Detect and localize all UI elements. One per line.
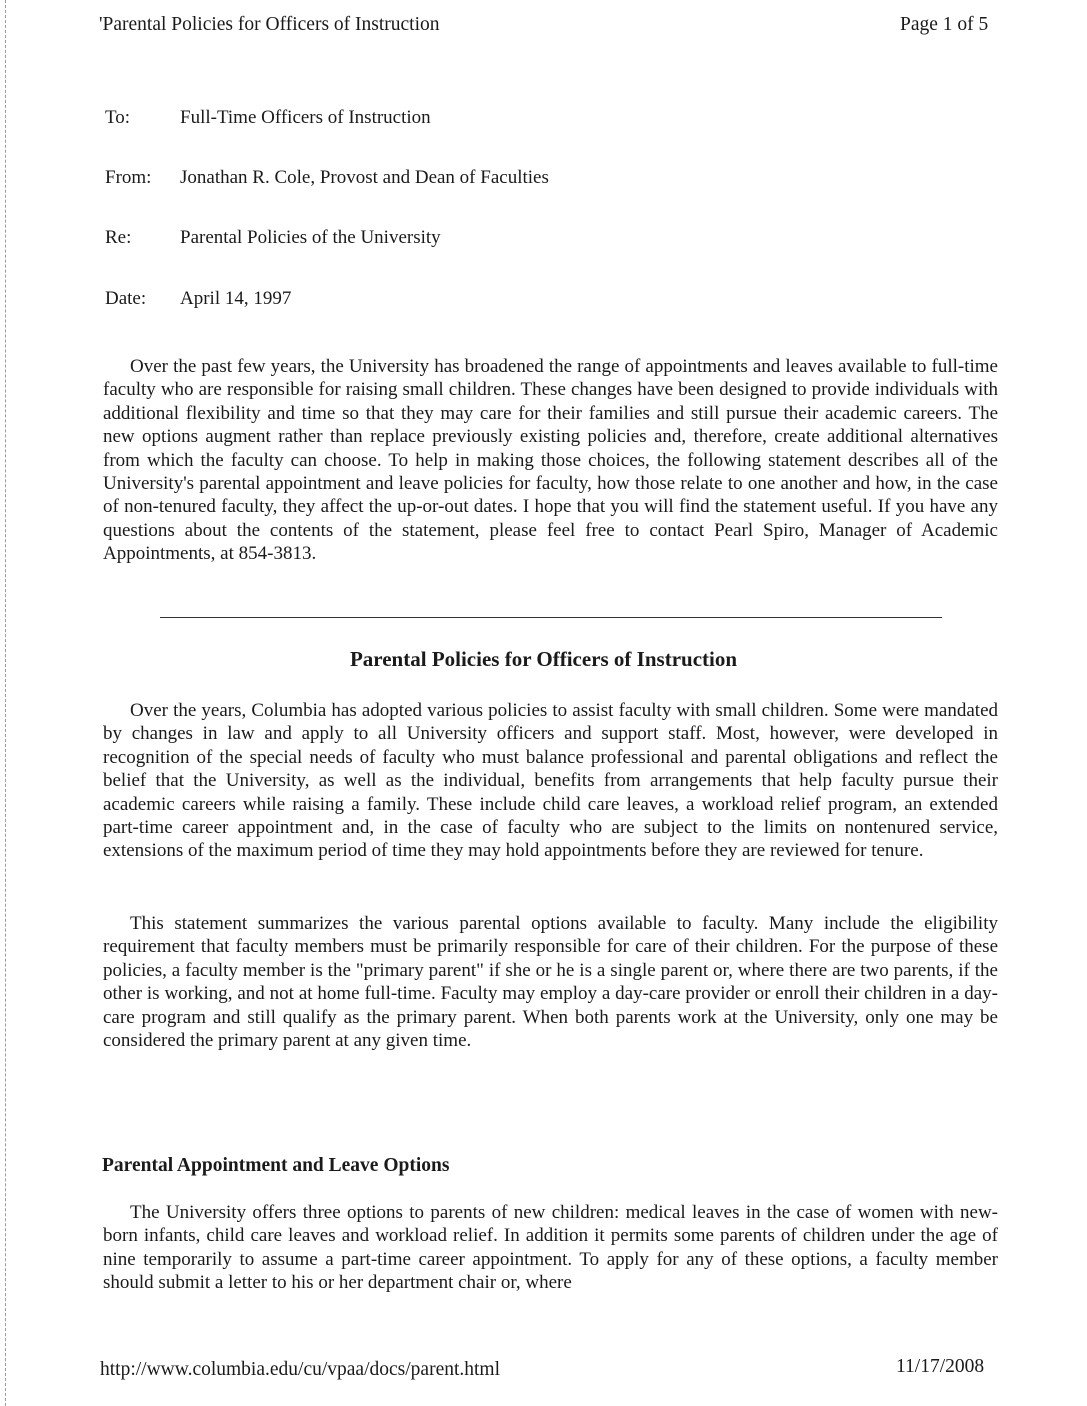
header-title: 'Parental Policies for Officers of Instruction	[99, 14, 440, 35]
body-paragraph-1: Over the years, Columbia has adopted various policies to assist faculty with small children. Some were mandated by changes in law and apply to all University officers and support staff. Most, however, were developed in recognition of the special needs of faculty who must balance professional and parental obligations and reflect the belief that the University, as well as the individual, benefits from arrangements that help faculty pursue their academic careers while raising a family. These include child care leaves, a workload relief program, an extended part-time career appointment and, in the case of faculty who are subject to the limits on nontenured service, extensions of the maximum period of time they may hold appointments before they are reviewed for tenure.	[103, 700, 998, 862]
page-number: Page 1 of 5	[900, 14, 989, 35]
section-divider	[160, 617, 942, 618]
section-paragraph: The University offers three options to parents of new children: medical leaves in the case of women with new-born infants, child care leaves and workload relief. In addition it permits some parents of children under the age of nine temporarily to assume a part-time career appointment. To apply for any of these options, a faculty member should submit a letter to his or her department chair or, where	[103, 1202, 998, 1294]
page-left-edge	[5, 0, 7, 1406]
memo-to-label: To:	[105, 107, 131, 128]
footer-date: 11/17/2008	[896, 1356, 985, 1377]
memo-date-label: Date:	[105, 288, 147, 309]
memo-to-value: Full-Time Officers of Instruction	[180, 107, 431, 128]
section-heading: Parental Appointment and Leave Options	[102, 1155, 450, 1176]
memo-re-value: Parental Policies of the University	[180, 227, 441, 248]
memo-re-label: Re:	[105, 227, 132, 248]
footer-url: http://www.columbia.edu/cu/vpaa/docs/parent.html	[100, 1359, 501, 1380]
document-title: Parental Policies for Officers of Instruction	[349, 647, 738, 671]
memo-from-value: Jonathan R. Cole, Provost and Dean of Faculties	[180, 167, 549, 188]
memo-date-value: April 14, 1997	[180, 288, 292, 309]
memo-from-label: From:	[105, 167, 152, 188]
intro-paragraph: Over the past few years, the University has broadened the range of appointments and leaves available to full-time faculty who are responsible for raising small children. These changes have been designed to provide individuals with additional flexibility and time so that they may care for their families and still pursue their academic careers. The new options augment rather than replace previously existing policies and, therefore, create additional alternatives from which the faculty can choose. To help in making those choices, the following statement describes all of the University's parental appointment and leave policies for faculty, how those relate to one another and how, in the case of non-tenured faculty, they affect the up-or-out dates. I hope that you will find the statement useful. If you have any questions about the contents of the statement, please feel free to contact Pearl Spiro, Manager of Academic Appointments, at 854-3813.	[103, 356, 998, 565]
body-paragraph-2: This statement summarizes the various parental options available to faculty. Many include the eligibility requirement that faculty members must be primarily responsible for care of their children. For the purpose of these policies, a faculty member is the "primary parent" if she or he is a single parent or, where there are two parents, if the other is working, and not at home full-time. Faculty may employ a day-care provider or enroll their children in a day-care program and still qualify as the primary parent. When both parents work at the University, only one may be considered the primary parent at any given time.	[103, 913, 998, 1052]
